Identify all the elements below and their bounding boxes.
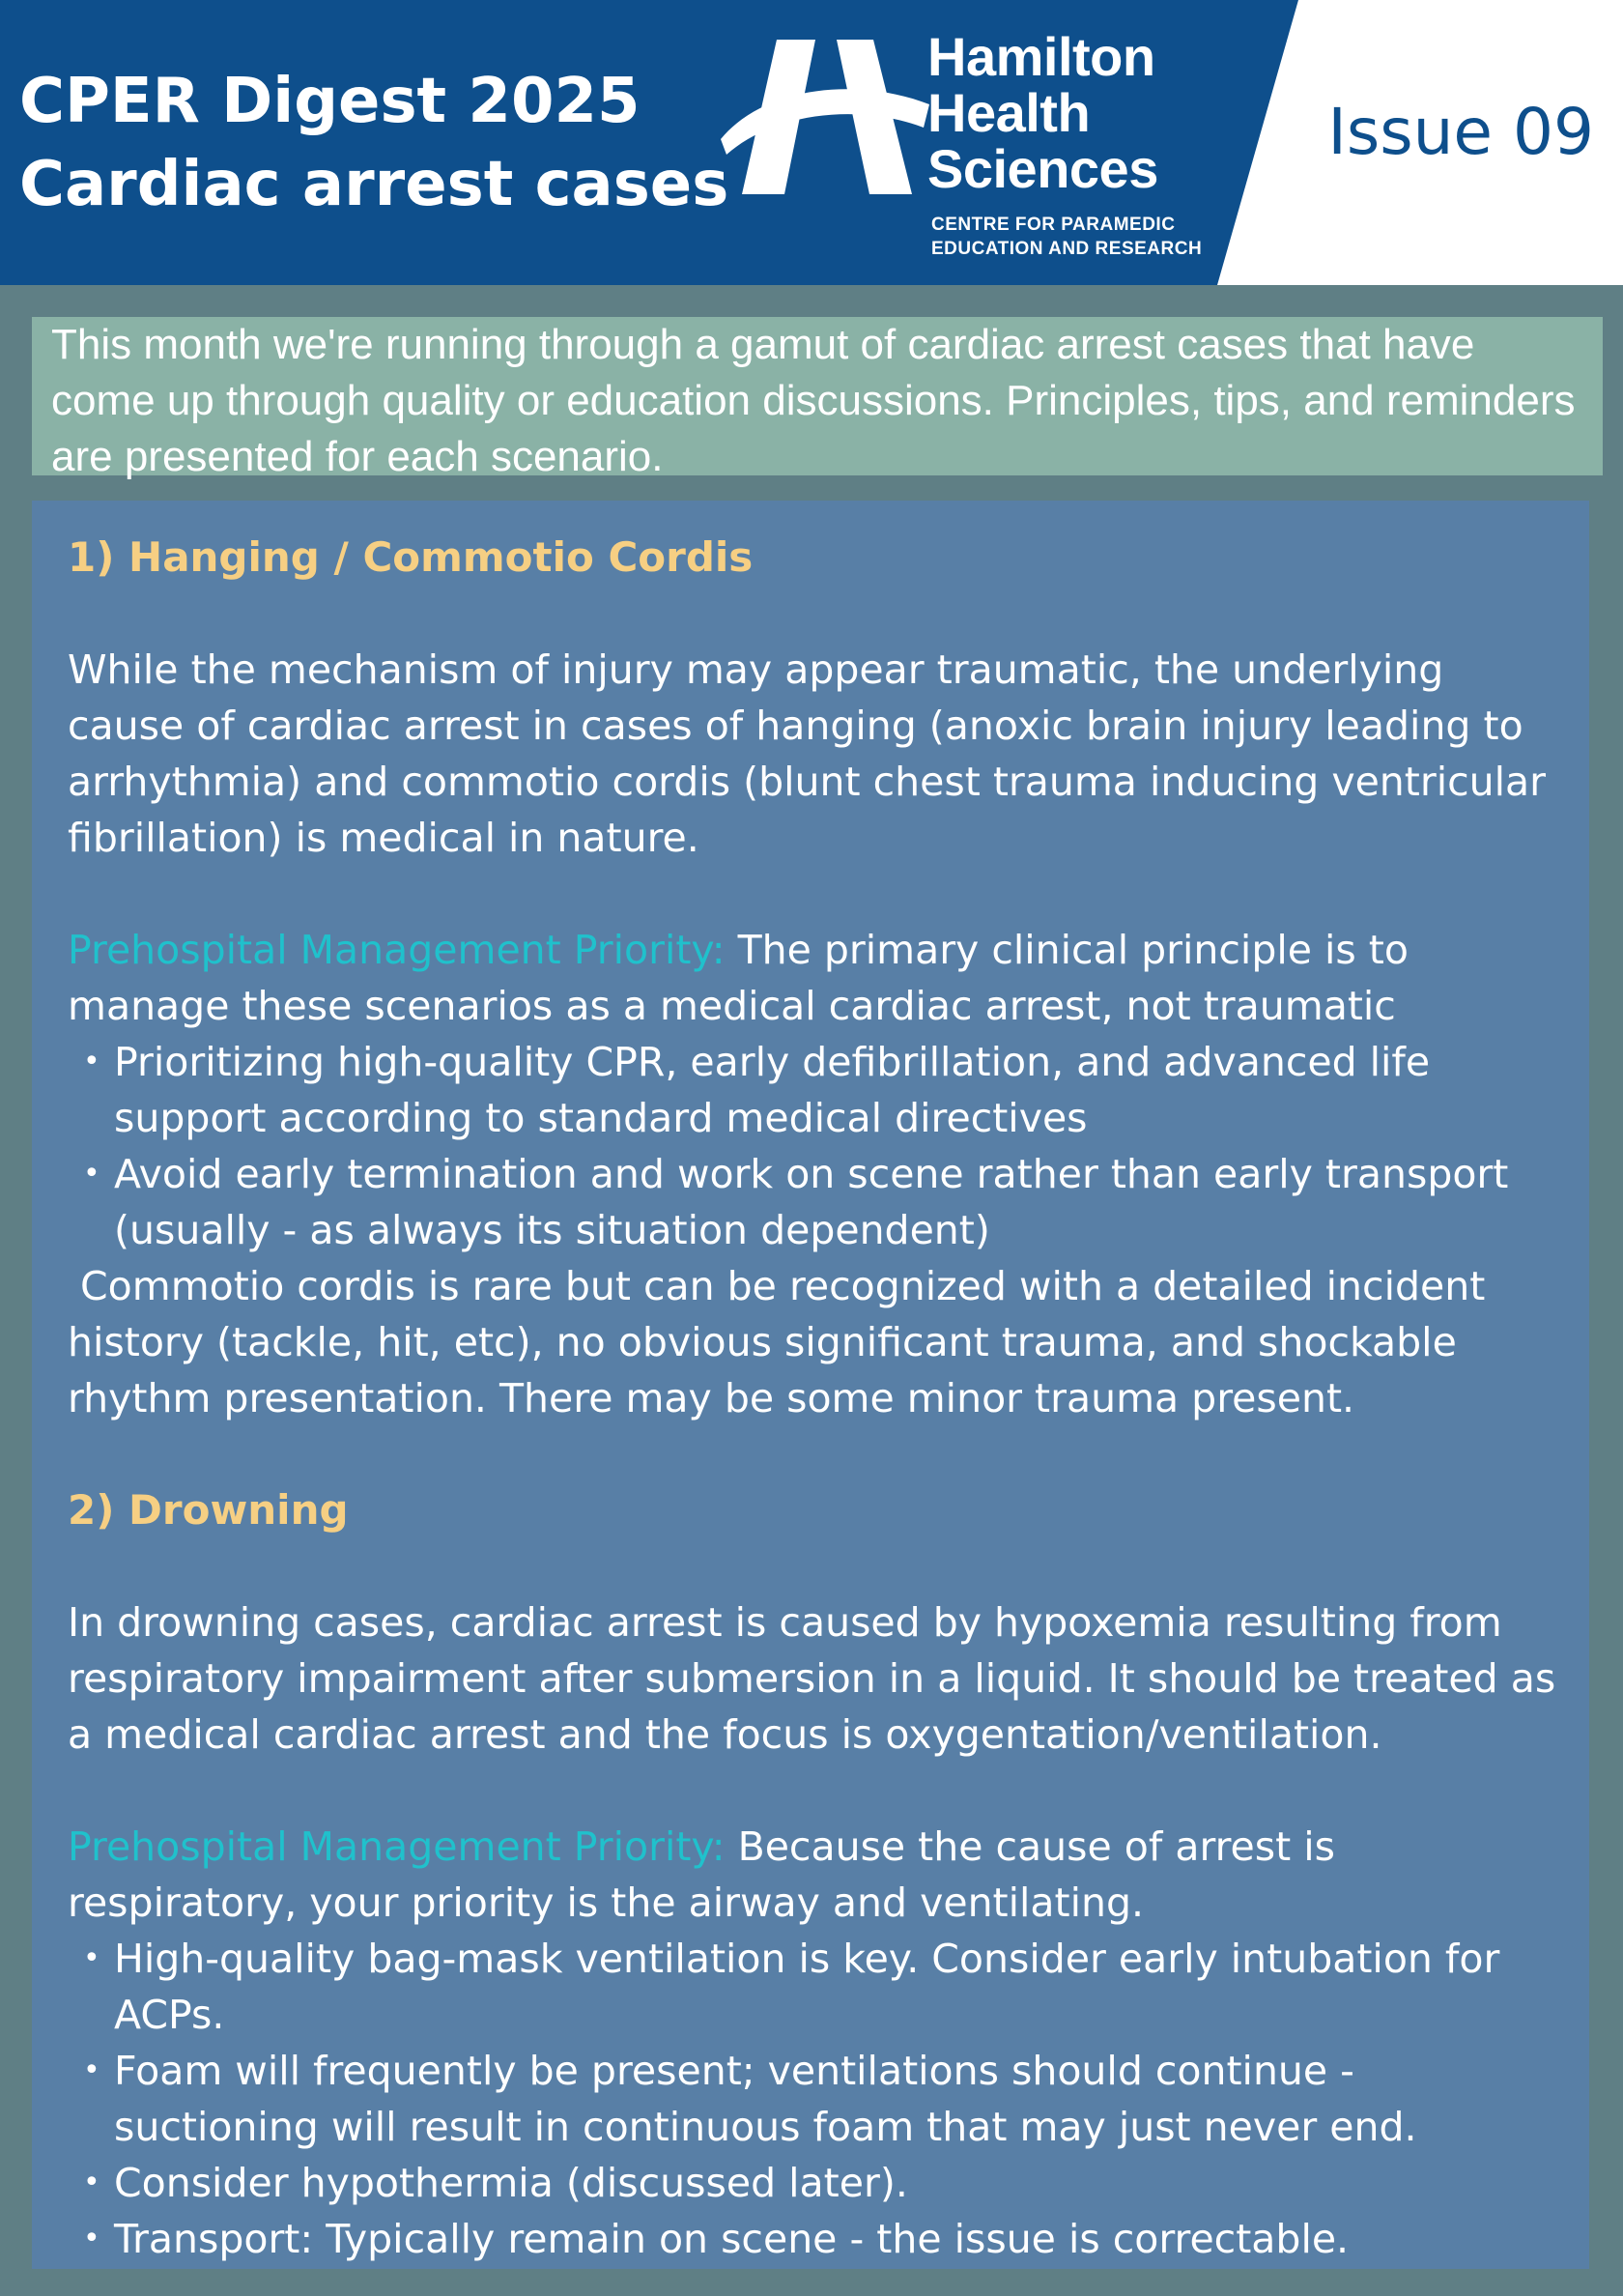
- org-sub-line1: CENTRE FOR PARAMEDIC: [931, 215, 1176, 235]
- bullet-text: Consider hypothermia (discussed later).: [114, 2160, 908, 2206]
- org-name-line1: Hamilton: [927, 26, 1155, 87]
- commotio-note: Commotio cordis is rare but can be recognized with a detailed incident history (tackle, hit, etc), no obvious significant trauma, and shockable rhythm presentation. There may be some minor trauma present.: [68, 1263, 1498, 1421]
- org-subtitle: [931, 213, 1202, 261]
- list-item: [68, 1034, 1566, 1146]
- org-name-line2: Health: [927, 82, 1091, 143]
- list-item: [68, 2211, 1566, 2267]
- org-name: [927, 26, 1158, 199]
- hamilton-health-logo-icon: [719, 35, 931, 199]
- bullet-text: Prioritizing high-quality CPR, early defibrillation, and advanced life support according to standard medical directives: [114, 1039, 1431, 1141]
- digest-title-line2: Cardiac arrest cases: [19, 149, 729, 220]
- issue-number: Issue 09: [1327, 95, 1594, 169]
- list-item: [68, 2155, 1566, 2211]
- bullet-icon: •: [83, 1941, 100, 1975]
- bullet-text: High-quality bag-mask ventilation is key. Consider early intubation for ACPs.: [114, 1936, 1500, 2038]
- bullet-list-hanging: [68, 1034, 1566, 1258]
- intro-text: This month we're running through a gamut of cardiac arrest cases that have come up through quality or education discussions. Principles, tips, and reminders are presented for each scenario.: [51, 321, 1576, 480]
- section-heading-hanging: 1) Hanging / Commotio Cordis: [68, 533, 754, 581]
- section-heading-drowning: 2) Drowning: [68, 1486, 349, 1534]
- priority-text: Because the cause of arrest is respiratory, your priority is the airway and ventilating.: [68, 1823, 1335, 1926]
- bullet-text: Foam will frequently be present; ventilations should continue - suctioning will result in continuous foam that may just never end.: [114, 2048, 1417, 2150]
- priority-label: Prehospital Management Priority:: [68, 927, 726, 973]
- spacer: [68, 1538, 1566, 1594]
- list-item: [68, 1146, 1566, 1258]
- spacer: [68, 866, 1566, 922]
- bullet-icon: •: [83, 2166, 100, 2199]
- header-banner: [0, 0, 1623, 285]
- bullet-icon: •: [83, 1045, 100, 1078]
- priority-paragraph-drowning: [68, 1819, 1566, 1931]
- digest-title-line1: CPER Digest 2025: [19, 66, 641, 137]
- org-sub-line2: EDUCATION AND RESEARCH: [931, 239, 1203, 259]
- bullet-text: Transport: Typically remain on scene - the issue is correctable.: [114, 2216, 1350, 2262]
- spacer: [68, 586, 1566, 642]
- bullet-text: Avoid early termination and work on scene rather than early transport (usually - as always its situation dependent): [114, 1151, 1509, 1253]
- digest-title: [19, 60, 728, 226]
- priority-label: Prehospital Management Priority:: [68, 1823, 726, 1870]
- bullet-icon: •: [83, 1157, 100, 1191]
- spacer: [68, 1763, 1566, 1819]
- priority-paragraph-hanging: [68, 922, 1566, 1034]
- list-item: [68, 1931, 1566, 2043]
- priority-text: The primary clinical principle is to manage these scenarios as a medical cardiac arrest, not traumatic: [68, 927, 1409, 1029]
- section-body-drowning: In drowning cases, cardiac arrest is caused by hypoxemia resulting from respiratory impairment after submersion in a liquid. It should be treated as a medical cardiac arrest and the focus is oxygentation/ventilation.: [68, 1599, 1556, 1758]
- intro-box: [32, 317, 1603, 480]
- org-name-line3: Sciences: [927, 138, 1158, 199]
- bullet-icon: •: [83, 2222, 100, 2255]
- bullet-icon: •: [83, 2053, 100, 2087]
- list-item: [68, 2043, 1566, 2155]
- bullet-list-drowning: [68, 1931, 1566, 2267]
- section-body-hanging: While the mechanism of injury may appear traumatic, the underlying cause of cardiac arrest in cases of hanging (anoxic brain injury leading to arrhythmia) and commotio cordis (blunt chest trauma inducing ventricular fibrillation) is medical in nature.: [68, 646, 1547, 861]
- spacer: [68, 1426, 1566, 1482]
- content-panel: [32, 501, 1589, 2269]
